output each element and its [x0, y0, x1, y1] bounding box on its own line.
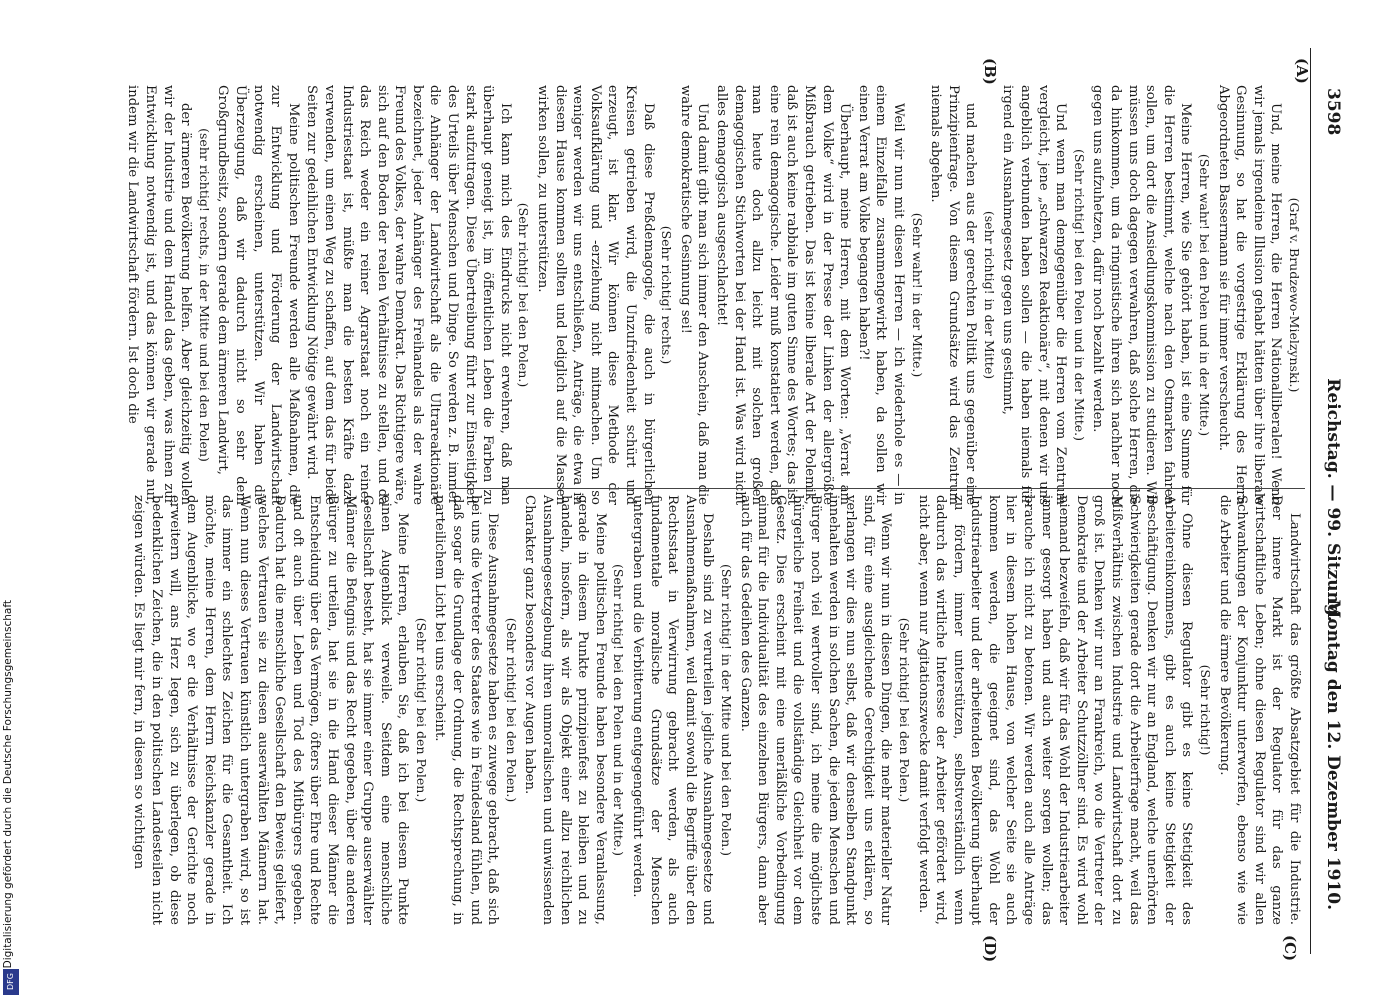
- margin-mark-d: (D): [981, 935, 999, 963]
- right-paragraph: Landwirtschaft das größte Absatzgebiet für die Industrie. Der innere Markt ist der Regulator für das ganze wirtschaftliche Leben; ohne diesen Regulator sind wir allen Schwankungen der Konjunktur unterworfen, ebenso wie wie die Arbeiter und die ärmere Bevölkerung.: [1216, 495, 1302, 925]
- left-paragraph: Und wenn man demgegenüber die Herren vom Zentrum vergleicht, jene „schwarzen Reaktionäre“, mit denen wir uns angeblich verbunden haben sollen — die haben niemals für irgend ein Ausnahmegesetz gegen uns gestimmt,: [1000, 85, 1069, 505]
- right-paragraph: Wenn wir nun in diesen Dingen, die mehr materieller Natur sind, für eine ausgleichende Gerechtigkeit uns erklären, so verlangen wir dies nun selbst, daß wir denselben Standpunkt innehalten werden in solchen Sachen, die jedem Menschen und Bürger noch viel wertvoller sind, ich meine die möglichste bürgerliche Freiheit und die vollständige Gleichheit vor dem Gesetz. Dies erscheint mit eine unerläßliche Vorbedingung einmal für die Individualität des einzelnen Bürgers, dann aber auch für das Gedeihen des Ganzen.: [737, 495, 894, 925]
- left-paragraph: Ich kann mich des Eindrucks nicht erwehren, daß man überhaupt geneigt ist, im öffentlichen Leben die Farben zu stark aufzutragen. Diese Übertreibung führt zur Einseitigkeit des Urteils über Menschen und Dinge. So werden z. B. immer die Anhänger der Landwirtschaft als die Ultrareaktionäre bezeichnet, jeder Anhänger des Freihandels als der wahre Freund des Volkes, der wahre Demokrat. Das Richtigere wäre, sich auf den Boden der realen Verhältnisse zu stellen, und da das Reich weder ein reiner Agrarstaat noch ein reiner Industriestaat ist, müßte man die besten Kräfte dazu verwenden, um einen Weg zu schaffen, auf dem das für beide Seiten zur gedeihlichen Entwicklung Nötige gewährt wird.: [304, 85, 513, 505]
- left-paragraph: Meine politischen Freunde werden alle Maßnahmen, die zur Entwicklung und Förderung der Landwirtschaft notwendig erscheinen, unterstützen. Wir haben die Überzeugung, daß wir dadurch nicht so sehr dem Großgrundbesitz, sondern gerade dem ärmeren Landwirt,: [215, 85, 301, 505]
- page-title: Reichstag. — 99. Sitzung.: [1323, 378, 1343, 622]
- credit-text: Digitalisierung gefördert durch die Deutsche Forschungsgemeinschaft: [2, 600, 14, 969]
- session-date: Montag den 12. Dezember 1910.: [1323, 599, 1343, 910]
- right-paragraph: Diese Ausnahmegesetze haben es zuwege gebracht, daß sich bei uns die Vertreter des Staates wie in Feindesland fühlen, und daß sogar die Grundlage der Ordnung, die Rechtsprechung, in parteilichem Licht bei uns erscheint.: [432, 495, 501, 925]
- margin-mark-c: (C): [1281, 935, 1299, 962]
- left-interjection: (Sehr wahr! bei den Polen und in der Mitte.): [1197, 153, 1213, 437]
- left-paragraph: Weil wir nun mit diesen Herren — ich wiederhole es — in einem Einzelfalle zusammengewirkt haben, da sollen wir einen Verrat am Volke begangen haben?!: [855, 85, 906, 505]
- digitization-credit: [2, 600, 22, 995]
- dfg-logo: DFG: [3, 969, 19, 995]
- right-paragraph: Meine politischen Freunde haben besondere Veranlassung, gerade in diesem Punkte prinzipienfest zu bleiben und zu handeln, insofern, als wir als Objekt einer allzu reichlichen Ausnahmegesetzgebung ihren unmoralischen und unwissenden Charakter ganz besonders vor Augen haben.: [522, 495, 608, 925]
- left-paragraph: und machen aus der gerechten Politik uns gegenüber eine Prinzipienfrage. Von diesem Grundsätze wird das Zentrum niemals abgehen.: [928, 85, 979, 505]
- margin-mark-b: (B): [981, 58, 999, 85]
- right-interjection: (Sehr richtig! in der Mitte und bei den Polen.): [719, 563, 734, 857]
- left-interjection: (Sehr richtig! bei den Polen und in der Mitte.): [1071, 148, 1087, 442]
- right-paragraph: Ohne diesen Regulator gibt es keine Stetigkeit des Arbeitereinkommens, gibt es auch keine Stetigkeit der Beschäftigung. Denken wir nur an England, welche unerhörten Schwierigkeiten gerade dort die Arbeiterfrage macht, weil das Mißverhältnis zwischen Industrie und Landwirtschaft dort zu groß ist. Denken wir nur an Frankreich, wo die Vertreter der Demokratie und der Arbeiter Schutzzöllner sind. Es wird wohl niemand bezweifeln, daß wir für das Wohl der Industriearbeiter immer gesorgt haben und auch weiter sorgen wollen; das brauche ich nicht zu betonen. Wir werden auch alle Anträge hier in diesem hohen Hause, von welcher Seite sie auch kommen werden, die geeignet sind, das Wohl der Industriearbeiter und der arbeitenden Bevölkerung überhaupt zu fördern, immer unterstützen, selbstverständlich wenn dadurch das wirtliche Interesse der Arbeiter gefördert wird, nicht aber, wenn nur Agitationszwecke damit verfolgt werden.: [915, 495, 1195, 925]
- page-number: 3598: [1323, 88, 1343, 136]
- right-paragraph: Meine Herren, erlauben Sie, daß ich bei diesem Punkte einen Augenblick verweile. Seitdem eine menschliche Gesellschaft besteht, hat sie immer einer Gruppe auserwählter Männer die Befugnis und das Recht gegeben, über die anderen Bürger zu urteilen, hat sie in die Hand dieser Männer die Entscheidung über das Vermögen, öfters über Ehre und Rechte und oft auch über Leben und Tod des Mitbürgers gegeben. Dadurch hat die menschliche Gesellschaft den Beweis geliefert, welches Vertrauen sie zu diesen auserwählten Männern hat. Wenn nun dieses Vertrauen künstlich untergraben wird, so ist das immer ein schlechtes Zeichen für die Gesamtheit. Ich möchte, meine Herren, dem Herrn Reichskanzler gerade in dem Augenblicke, wo er die Verhältnisse der Gerichte noch erweitern will, ans Herz legen, sich zu überlegen, ob diese bedenklichen Zeichen, die in den politischen Landesteilen nicht zeigen würden. Es liegt mir fern, in diesen so wichtigen: [131, 495, 411, 925]
- left-paragraph: Daß diese Preßdemagogie, die auch in bürgerlichen Kreisen getrieben wird, die Unzufriedenheit schürt und erzeugt, ist klar. Wir können diese Methode der Volksaufklärung und -erziehung nicht mitmachen. Um so weniger werden wir uns entschließen, Anträge, die etwa in diesem Hause kommen sollten und lediglich auf die Massen wirken sollen, zu unterstützen.: [535, 85, 656, 505]
- left-paragraph: Und, meine Herren, die Herren Nationalliberalen! Wenn wir jemals irgendeine Illusion gehabt hätten über ihre liberale Gesinnung, so hat die vorgestrige Erklärung des Herrn Abgeordneten Bassermann sie für immer verscheucht.: [1215, 85, 1284, 505]
- right-interjection: (Sehr richtig!): [1198, 664, 1214, 756]
- left-paragraph: der ärmeren Bevölkerung helfen. Aber gleichzeitig wollen wir der Industrie und dem Handel das geben, was ihnen zur Entwicklung notwendig ist, und das können wir gerade nur, indem wir die Landwirtschaft fördern. Ist doch die: [125, 85, 194, 505]
- left-interjection: (sehr richtig! in der Mitte): [981, 210, 997, 380]
- left-paragraph: Meine Herren, wie Sie gehört haben, ist eine Summe für die Herren bestimmt, welche nach den Ostmarken fahren sollen, um dort die Ansiedlungskommission zu studieren. Wir müssen uns doch dagegen verwahren, daß solche Herren, die da hinkommen, um da ringnistische ihren sich nachher noch gegen uns aufzuhetzen, dafür noch bezahlt werden.: [1090, 85, 1194, 505]
- page-header: [1311, 40, 1343, 960]
- left-interjection: (Sehr richtig! bei den Polen.): [516, 202, 532, 388]
- right-interjection: (Sehr richtig! bei den Polen und in der Mitte.): [611, 563, 627, 857]
- margin-mark-a: (A): [1293, 58, 1311, 84]
- right-interjection: (Sehr richtig! bei den Polen.): [896, 617, 912, 803]
- left-paragraph: Und damit gibt man sich immer den Anschein, daß man die wahre demokratische Gesinnung sei!: [677, 85, 711, 505]
- left-interjection: (sehr richtig! rechts, in der Mitte und bei den Polen): [196, 128, 212, 462]
- left-interjection: (Sehr richtig! rechts.): [659, 225, 675, 365]
- right-interjection: (Sehr richtig! bei den Polen.): [503, 617, 519, 803]
- right-paragraph: Deshalb sind zu verurteilen jegliche Ausnahmegesetze und Ausnahmemaßnahmen, weil damit sowohl die Begriffe über den Rechtsstaat in Verwirrung gebracht werden, als auch fundamentale moralische Grundsätze der Menschen untergraben und die Verbitterung entgegengeführt werden.: [630, 495, 716, 925]
- header-rule: [1310, 48, 1311, 954]
- left-interjection: (Sehr wahr! in der Mitte.): [909, 212, 925, 378]
- speaker-name: (Graf v. Brudzewo-Mielzynski.): [1287, 197, 1302, 393]
- right-column: [129, 495, 1303, 925]
- column-separator: [455, 488, 1305, 489]
- left-column: [123, 85, 1303, 505]
- left-paragraph: Überhaupt, meine Herren, mit dem Worten: „Verrat am dem Volke“ wird in der Presse der Linken der allergrößte Mißbrauch getrieben. Das ist keine liberale Art der Polemik, daß ist auch keine rabbiale im guten Sinne des Wortes; das ist eine rein demagogische. Leider muß konstatiert werden, daß man heute doch allzu leicht mit solchen großen demagogischen Stichworten bei der Hand ist. Was wird nicht alles demagogisch ausgeschlachtet!: [714, 85, 853, 505]
- right-interjection: (Sehr richtig! bei den Polen.): [413, 617, 429, 803]
